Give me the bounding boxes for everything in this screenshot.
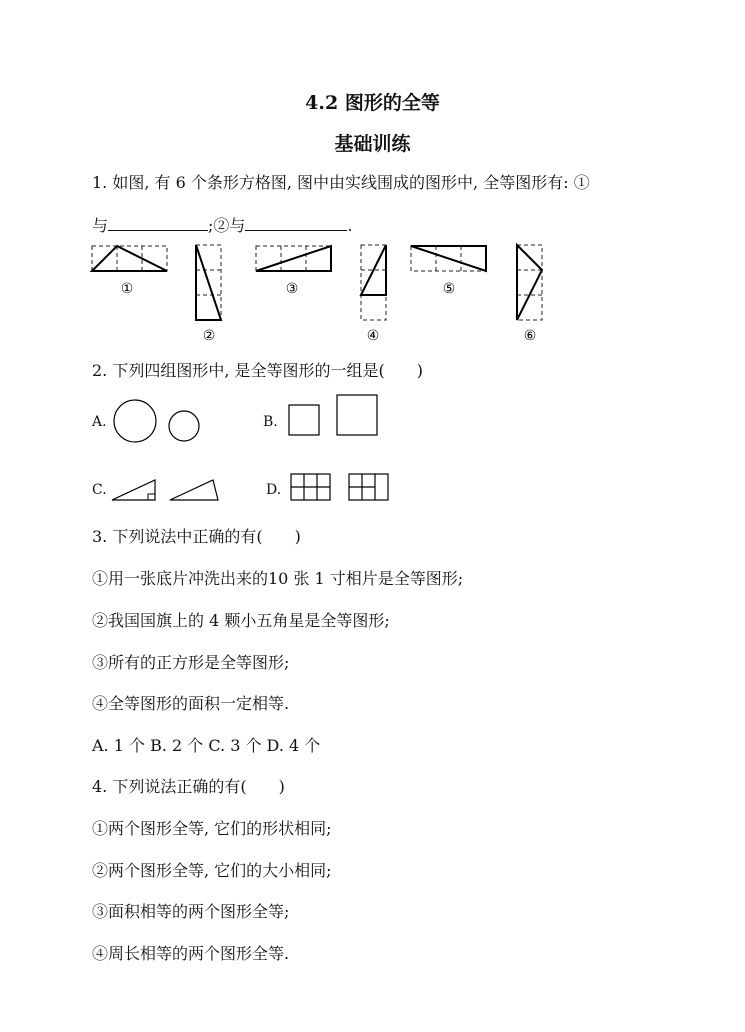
figure-label-5: ⑤ xyxy=(442,281,456,297)
right-triangle-shape xyxy=(112,480,155,500)
right-angle-mark xyxy=(148,494,155,500)
question-3-text: 3. 下列说法中正确的有( ) xyxy=(92,527,301,546)
question-4-text: 4. 下列说法正确的有( ) xyxy=(92,777,285,796)
strip-figure-2 xyxy=(196,245,221,320)
q3-answer-options: A. 1 个 B. 2 个 C. 3 个 D. 4 个 xyxy=(92,736,321,755)
section-subtitle: 基础训练 xyxy=(334,133,411,155)
answer-blank-2[interactable] xyxy=(245,229,347,231)
q4-item-1: ①两个图形全等, 它们的形状相同; xyxy=(92,819,332,838)
q4-item-3: ③面积相等的两个图形全等; xyxy=(92,902,290,921)
grid-shape-1 xyxy=(291,474,330,500)
option-a-label: A. xyxy=(92,414,107,430)
q4-item-4: ④周长相等的两个图形全等. xyxy=(92,944,290,963)
option-b-label: B. xyxy=(263,414,278,430)
strip-figure-4 xyxy=(361,245,386,320)
q3-item-1: ①用一张底片冲洗出来的10 张 1 寸相片是全等图形; xyxy=(92,569,464,588)
option-b-figure xyxy=(286,394,386,444)
page-title: 4.2 图形的全等 xyxy=(305,92,440,114)
q3-item-3: ③所有的正方形是全等图形; xyxy=(92,653,290,672)
q1-end: . xyxy=(347,216,353,235)
option-d-label: D. xyxy=(266,482,282,498)
figure-label-6: ⑥ xyxy=(523,328,537,344)
q3-item-4: ④全等图形的面积一定相等. xyxy=(92,694,290,713)
large-circle-shape xyxy=(114,400,156,442)
figure-label-1: ① xyxy=(120,281,134,297)
strip-figure-6 xyxy=(517,245,542,320)
question-2-text: 2. 下列四组图形中, 是全等图形的一组是( ) xyxy=(92,361,424,380)
small-square-shape xyxy=(289,405,319,435)
question-1-text: 1. 如图, 有 6 个条形方格图, 图中由实线围成的图形中, 全等图形有: ① xyxy=(92,173,590,192)
small-circle-shape xyxy=(169,411,199,441)
option-c-label: C. xyxy=(92,482,107,498)
strip-grid-figures xyxy=(0,238,745,358)
figure-label-4: ④ xyxy=(366,328,380,344)
strip-figure-5 xyxy=(411,246,486,271)
oblique-triangle-shape xyxy=(170,480,218,500)
answer-blank-1[interactable] xyxy=(108,229,208,231)
strip-figure-3 xyxy=(256,246,331,271)
grid-shape-2 xyxy=(349,474,388,500)
large-square-shape xyxy=(337,395,377,435)
q4-item-2: ②两个图形全等, 它们的大小相同; xyxy=(92,861,332,880)
option-d-figure xyxy=(288,472,398,504)
q1-mid: ;②与 xyxy=(208,216,246,235)
q3-item-2: ②我国国旗上的 4 颗小五角星是全等图形; xyxy=(92,611,390,630)
figure-label-3: ③ xyxy=(285,281,299,297)
option-a-figure xyxy=(112,398,222,448)
figure-label-2: ② xyxy=(202,328,216,344)
strip-figure-1 xyxy=(92,246,167,271)
q1-prefix: 与 xyxy=(92,216,109,235)
question-1-blanks xyxy=(92,213,353,236)
option-c-figure xyxy=(110,474,230,504)
